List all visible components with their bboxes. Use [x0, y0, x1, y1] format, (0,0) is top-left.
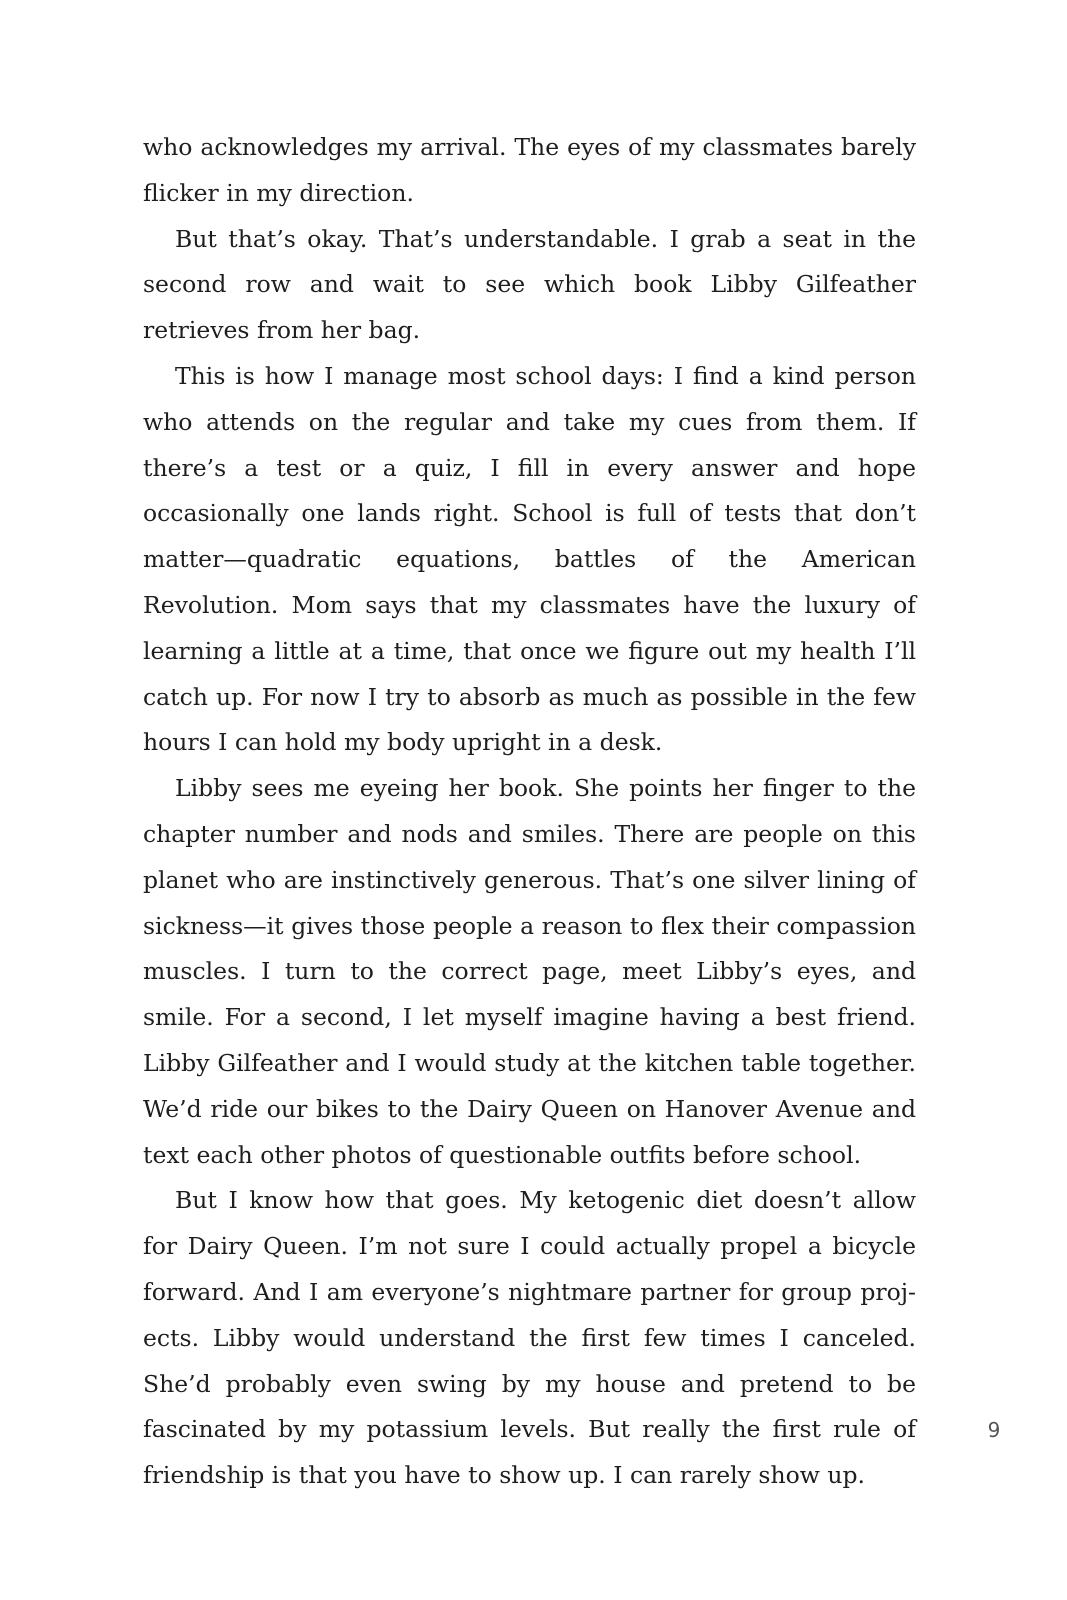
- paragraph-4: Libby sees me eyeing her book. She points her finger to the chapter number and nods and smiles. There are people on this planet who are instinctively generous. That’s one silver lining of sickness—it gives those people a reason to flex their compassion muscles. I turn to the correct page, meet Libby’s eyes, and smile. For a second, I let myself imagine having a best friend. Libby Gilfeather and I would study at the kitchen table together. We’d ride our bikes to the Dairy Queen on Hanover Avenue and text each other photos of questionable outfits before school.: [143, 774, 916, 1169]
- paragraph-2: But that’s okay. That’s understandable. I grab a seat in the second row and wait to see which book Libby Gilfeather retrieves from her bag.: [143, 224, 916, 345]
- paragraph-5: But I know how that goes. My ketogenic diet doesn’t allow for Dairy Queen. I’m not sure I could actually propel a bicycle forward. And I am everyone’s nightmare partner for group projects. Libby would understand the first few times I canceled. She’d probably even swing by my house and pretend to be fascinated by my potassium levels. But really the first rule of friendship is that you have to show up. I can rarely show up.: [143, 1186, 916, 1490]
- page-number: 9: [987, 1418, 1001, 1442]
- body-text: [143, 125, 916, 1499]
- paragraph-3: This is how I manage most school days: I find a kind person who attends on the regular and take my cues from them. If there’s a test or a quiz, I fill in every answer and hope occasionally one lands right. School is full of tests that don’t matter—quadratic equations, battles of the American Revolution. Mom says that my classmates have the luxury of learning a little at a time, that once we figure out my health I’ll catch up. For now I try to absorb as much as possible in the few hours I can hold my body upright in a desk.: [143, 361, 916, 757]
- paragraph-1: who acknowledges my arrival. The eyes of my classmates barely flicker in my direction.: [143, 133, 916, 207]
